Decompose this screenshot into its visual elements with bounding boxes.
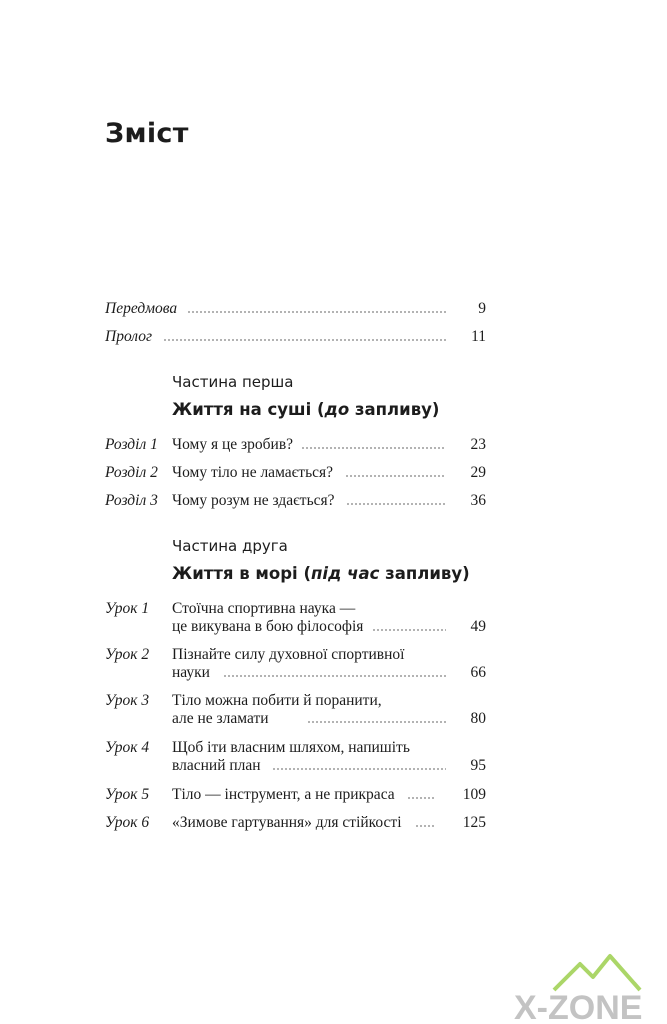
dot-leader <box>372 629 446 631</box>
toc-entry-lesson-3[interactable] <box>105 691 486 727</box>
toc-page-number: 49 <box>470 618 486 635</box>
toc-entry-chapter-2[interactable] <box>105 463 486 483</box>
toc-entry-title: Чому тіло не ламається? <box>172 464 334 481</box>
dot-leader <box>407 797 436 799</box>
toc-entry-label: Передмова <box>105 300 178 317</box>
toc-page-number: 29 <box>470 464 486 481</box>
watermark-text: X-ZONE <box>514 989 643 1024</box>
part-title-text: запливу) <box>379 564 470 583</box>
toc-page-number: 36 <box>470 492 486 509</box>
toc-page-number: 11 <box>471 328 486 345</box>
mountain-icon <box>554 956 640 990</box>
toc-entry-lesson-6[interactable] <box>105 813 486 833</box>
part-title-emphasis: до <box>324 400 350 419</box>
toc-entry-title-continued: власний план <box>172 757 261 774</box>
toc-entry-label: Розділ 3 <box>105 492 158 509</box>
toc-entry-label: Урок 1 <box>105 600 150 617</box>
page-title: Зміст <box>105 118 189 149</box>
toc-entry-title-continued: науки <box>172 664 210 681</box>
toc-entry-label: Урок 4 <box>105 739 150 756</box>
toc-entry-title: Тіло — інструмент, а не прикраса <box>172 786 395 803</box>
dot-leader <box>301 447 446 449</box>
toc-page-number: 66 <box>470 664 486 681</box>
part-title-text: Життя на суші ( <box>172 400 325 419</box>
toc-entry-title: Щоб іти власним шляхом, напишіть <box>172 739 410 756</box>
toc-entry-prologue[interactable] <box>105 327 486 347</box>
toc-page-number: 125 <box>462 814 486 831</box>
part-one-title <box>172 400 439 419</box>
part-two-title <box>172 564 470 583</box>
dot-leader <box>187 311 446 313</box>
dot-leader <box>223 675 446 677</box>
toc-entry-title: Тіло можна побити й поранити, <box>172 692 382 709</box>
toc-entry-lesson-2[interactable] <box>105 645 486 681</box>
x-zone-watermark-logo <box>508 950 667 1024</box>
toc-entry-title: Чому я це зробив? <box>172 436 294 453</box>
part-one-label: Частина перша <box>172 373 294 391</box>
part-two-label: Частина друга <box>172 537 288 555</box>
toc-entry-label: Розділ 2 <box>105 464 158 481</box>
toc-entry-label: Урок 3 <box>105 692 150 709</box>
toc-entry-label: Урок 2 <box>105 646 150 663</box>
toc-page-number: 23 <box>470 436 486 453</box>
dot-leader <box>307 721 446 723</box>
dot-leader <box>345 475 446 477</box>
toc-entry-preface[interactable] <box>105 299 486 319</box>
dot-leader <box>346 503 446 505</box>
part-title-text: запливу) <box>349 400 440 419</box>
part-title-emphasis: під час <box>311 564 380 583</box>
toc-entry-title: Стоїчна спортивна наука — <box>172 600 356 617</box>
toc-entry-label: Урок 6 <box>105 814 150 831</box>
toc-entry-lesson-5[interactable] <box>105 785 486 805</box>
toc-entry-chapter-1[interactable] <box>105 435 486 455</box>
dot-leader <box>415 825 436 827</box>
toc-entry-title: Чому розум не здається? <box>172 492 335 509</box>
toc-page-number: 95 <box>470 757 486 774</box>
dot-leader <box>163 339 446 341</box>
toc-entry-title-continued: але не зламати <box>172 710 269 727</box>
toc-entry-lesson-4[interactable] <box>105 738 486 774</box>
dot-leader <box>272 768 446 770</box>
toc-entry-label: Пролог <box>105 328 153 345</box>
toc-entry-lesson-1[interactable] <box>105 599 486 635</box>
toc-entry-chapter-3[interactable] <box>105 491 486 511</box>
part-title-text: Життя в морі ( <box>172 564 311 583</box>
toc-page-number: 9 <box>478 300 486 317</box>
toc-entry-title-continued: це викувана в бою філософія <box>172 618 364 635</box>
toc-entry-title: «Зимове гартування» для стійкості <box>172 814 402 831</box>
toc-entry-label: Розділ 1 <box>105 436 158 453</box>
toc-entry-title: Пізнайте силу духовної спортивної <box>172 646 405 663</box>
toc-page-number: 80 <box>470 710 486 727</box>
toc-page-number: 109 <box>462 786 486 803</box>
toc-entry-label: Урок 5 <box>105 786 150 803</box>
